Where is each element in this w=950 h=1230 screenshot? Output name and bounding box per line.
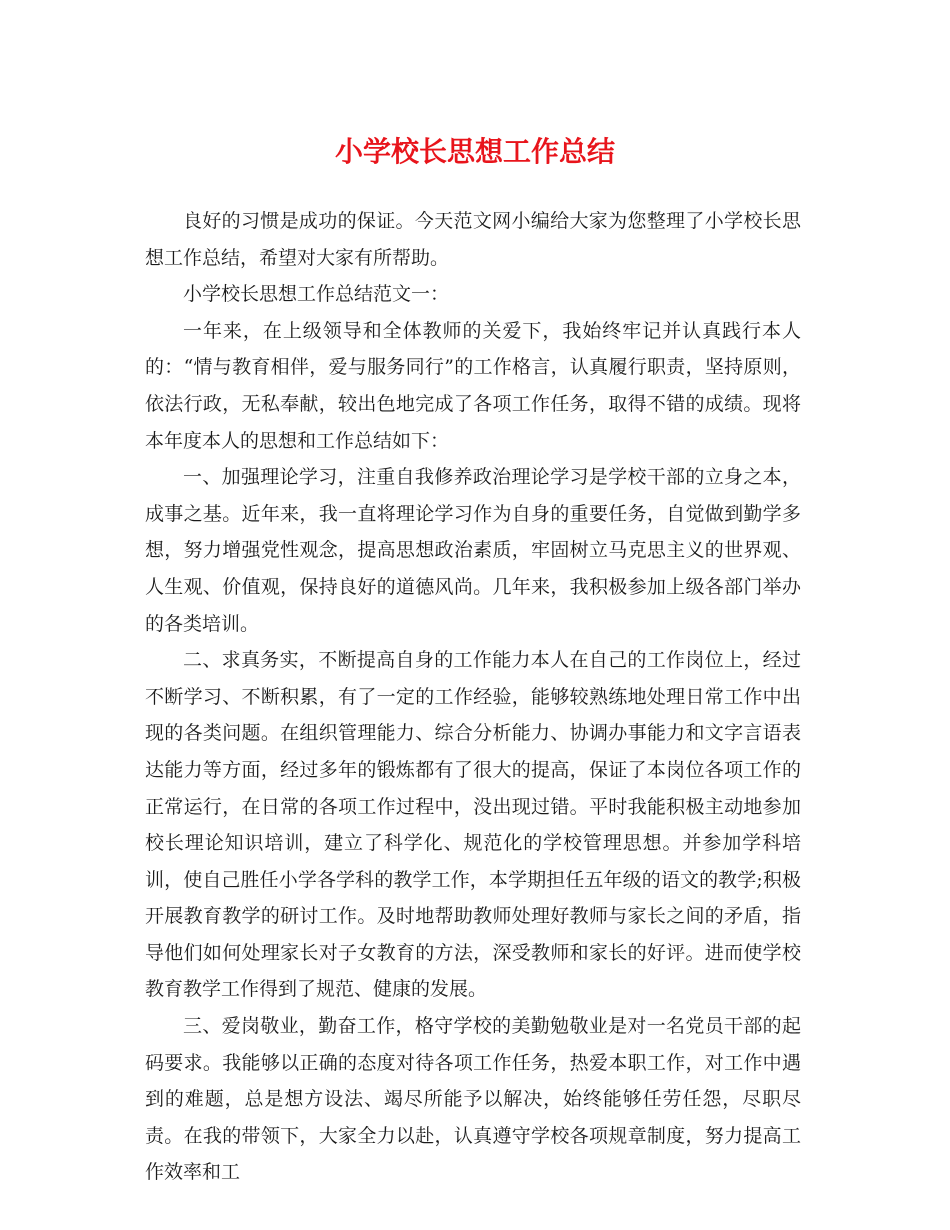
paragraph-section-two: 二、求真务实，不断提高自身的工作能力本人在自己的工作岗位上，经过不断学习、不断积累，有了一定的工作经验，能够较熟练地处理日常工作中出现的各类问题。在组织管理能力、综合分析能力、协调办事能力和文字言语表达能力等方面，经过多年的锻炼都有了很大的提高，保证了本岗位各项工作的正常运行，在日常的各项工作过程中，没出现过错。平时我能积极主动地参加校长理论知识培训，建立了科学化、规范化的学校管理思想。并参加学科培训，使自己胜任小学各学科的教学工作，本学期担任五年级的语文的教学;积极开展教育教学的研讨工作。及时地帮助教师处理好教师与家长之间的矛盾，指导他们如何处理家长对子女教育的方法，深受教师和家长的好评。进而使学校教育教学工作得到了规范、健康的发展。	[145, 649, 801, 1001]
document-body	[145, 203, 801, 1191]
paragraph-sample-heading: 小学校长思想工作总结范文一：	[183, 283, 450, 306]
document-title: 小学校长思想工作总结	[334, 135, 615, 168]
paragraph-intro: 良好的习惯是成功的保证。今天范文网小编给大家为您整理了小学校长思想工作总结，希望对大家有所帮助。	[145, 210, 801, 269]
paragraph-section-one: 一、加强理论学习，注重自我修养政治理论学习是学校干部的立身之本，成事之基。近年来，我一直将理论学习作为自身的重要任务，自觉做到勤学多想，努力增强党性观念，提高思想政治素质，牢固树立马克思主义的世界观、人生观、价值观，保持良好的道德风尚。几年来，我积极参加上级各部门举办的各类培训。	[145, 466, 801, 635]
paragraph-section-three: 三、爱岗敬业，勤奋工作，格守学校的美勤勉敬业是对一名党员干部的起码要求。我能够以正确的态度对待各项工作任务，热爱本职工作，对工作中遇到的难题，总是想方设法、竭尽所能予以解决，始终能够任劳任怨，尽职尽责。在我的带领下，大家全力以赴，认真遵守学校各项规章制度，努力提高工作效率和工	[145, 1015, 801, 1184]
paragraph-opening: 一年来，在上级领导和全体教师的关爱下，我始终牢记并认真践行本人的：“情与教育相伴，爱与服务同行”的工作格言，认真履行职责，坚持原则，依法行政，无私奉献，较出色地完成了各项工作任务，取得不错的成绩。现将本年度本人的思想和工作总结如下：	[145, 319, 801, 452]
